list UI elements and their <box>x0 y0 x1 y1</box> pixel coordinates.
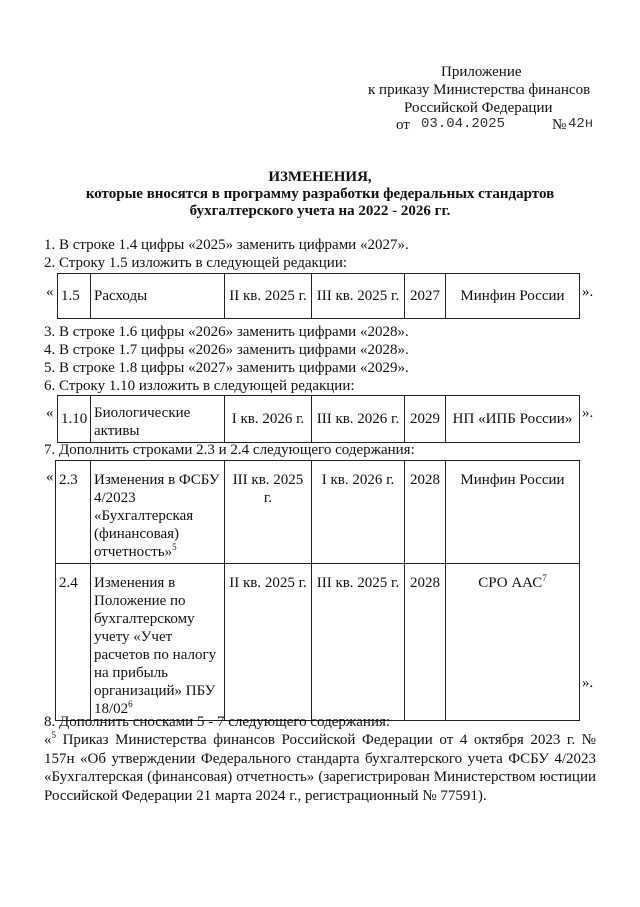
table-row-1-5 <box>57 273 580 319</box>
table-row <box>56 564 580 721</box>
item-2: 2. Строку 1.5 изложить в следующей редакции: <box>44 255 348 271</box>
item-3: 3. В строке 1.6 цифры «2026» заменить цифрами «2028». <box>44 324 409 340</box>
table-rows-2-3-2-4 <box>55 460 580 721</box>
t3-row2-num: 2.4 <box>56 564 91 721</box>
footnote-5 <box>44 731 596 805</box>
footnote-number: 5 <box>51 730 56 740</box>
table3-open-quote: « <box>46 469 54 485</box>
t3-row2-end: III кв. 2025 г. <box>312 564 405 721</box>
item-1: 1. В строке 1.4 цифры «2025» заменить цифрами «2027». <box>44 237 409 253</box>
t3-row2-year: 2028 <box>405 564 446 721</box>
table2-open-quote: « <box>46 405 54 421</box>
table1-close-quote: ». <box>582 284 594 300</box>
appendix-label: Приложение <box>441 64 522 80</box>
doc-title: ИЗМЕНЕНИЯ, <box>268 169 372 185</box>
table-row <box>56 461 580 564</box>
t2-year: 2029 <box>405 396 446 443</box>
t2-start: I кв. 2026 г. <box>225 396 312 443</box>
footnote-open-quote: « <box>44 732 52 748</box>
t3-row2-name: Изменения в Положение по бухгалтерскому учету «Учет расчетов по налогу на прибыль организаций» ПБУ $18/02^6$ <box>91 564 225 721</box>
t1-start: II кв. 2025 г. <box>225 274 312 319</box>
item-7: 7. Дополнить строками 2.3 и 2.4 следующего содержания: <box>44 442 415 458</box>
t3-row1-start: III кв. 2025 г. <box>225 461 312 564</box>
t1-num: 1.5 <box>58 274 91 319</box>
t3-row1-year: 2028 <box>405 461 446 564</box>
t3-row1-responsible: Минфин России <box>446 461 580 564</box>
date-from-label: от <box>396 117 410 133</box>
order-number: 42н <box>568 116 594 132</box>
t3-row1-end: I кв. 2026 г. <box>312 461 405 564</box>
t3-row1-name: Изменения в ФСБУ 4/2023 «Бухгалтерская (финансовая) отчетность»$^5$ <box>91 461 225 564</box>
table2-close-quote: ». <box>582 405 594 421</box>
t1-year: 2027 <box>405 274 446 319</box>
t3-row2-start: II кв. 2025 г. <box>225 564 312 721</box>
item-8: 8. Дополнить сносками 5 - 7 следующего содержания: <box>44 714 391 730</box>
t2-num: 1.10 <box>58 396 91 443</box>
doc-subtitle-2: бухгалтерского учета на 2022 - 2026 гг. <box>189 203 451 219</box>
doc-subtitle-1: которые вносятся в программу разработки федеральных стандартов <box>85 186 555 202</box>
footnote-text: Приказ Министерства финансов Российской Федерации от 4 октября 2023 г. № 157н «Об утверждении Федерального стандарта бухгалтерского учета ФСБУ 4/2023 «Бухгалтерская (финансовая) отчетность» (зарегистрирован Министерством юстиции Российской Федерации 21 марта 2024 г., регистрационный № 77591). <box>44 732 596 804</box>
table3-close-quote: ». <box>582 675 594 691</box>
order-date: 03.04.2025 <box>421 116 506 132</box>
table1-open-quote: « <box>46 284 54 300</box>
t2-responsible: НП «ИПБ России» <box>446 396 580 443</box>
appendix-order-line: к приказу Министерства финансов <box>368 82 591 98</box>
order-number-label: № <box>552 117 567 133</box>
t2-end: III кв. 2026 г. <box>312 396 405 443</box>
t3-row2-responsible: СРО ААС$^7$ <box>446 564 580 721</box>
item-6: 6. Строку 1.10 изложить в следующей редакции: <box>44 378 355 394</box>
t1-responsible: Минфин России <box>446 274 580 319</box>
appendix-ministry-line: Российской Федерации <box>404 100 553 116</box>
t2-name: Биологические активы <box>91 396 225 443</box>
t3-row1-num: 2.3 <box>56 461 91 564</box>
item-5: 5. В строке 1.8 цифры «2027» заменить цифрами «2029». <box>44 360 409 376</box>
t1-name: Расходы <box>91 274 225 319</box>
item-4: 4. В строке 1.7 цифры «2026» заменить цифрами «2028». <box>44 342 409 358</box>
t1-end: III кв. 2025 г. <box>312 274 405 319</box>
table-row-1-10 <box>57 395 580 443</box>
